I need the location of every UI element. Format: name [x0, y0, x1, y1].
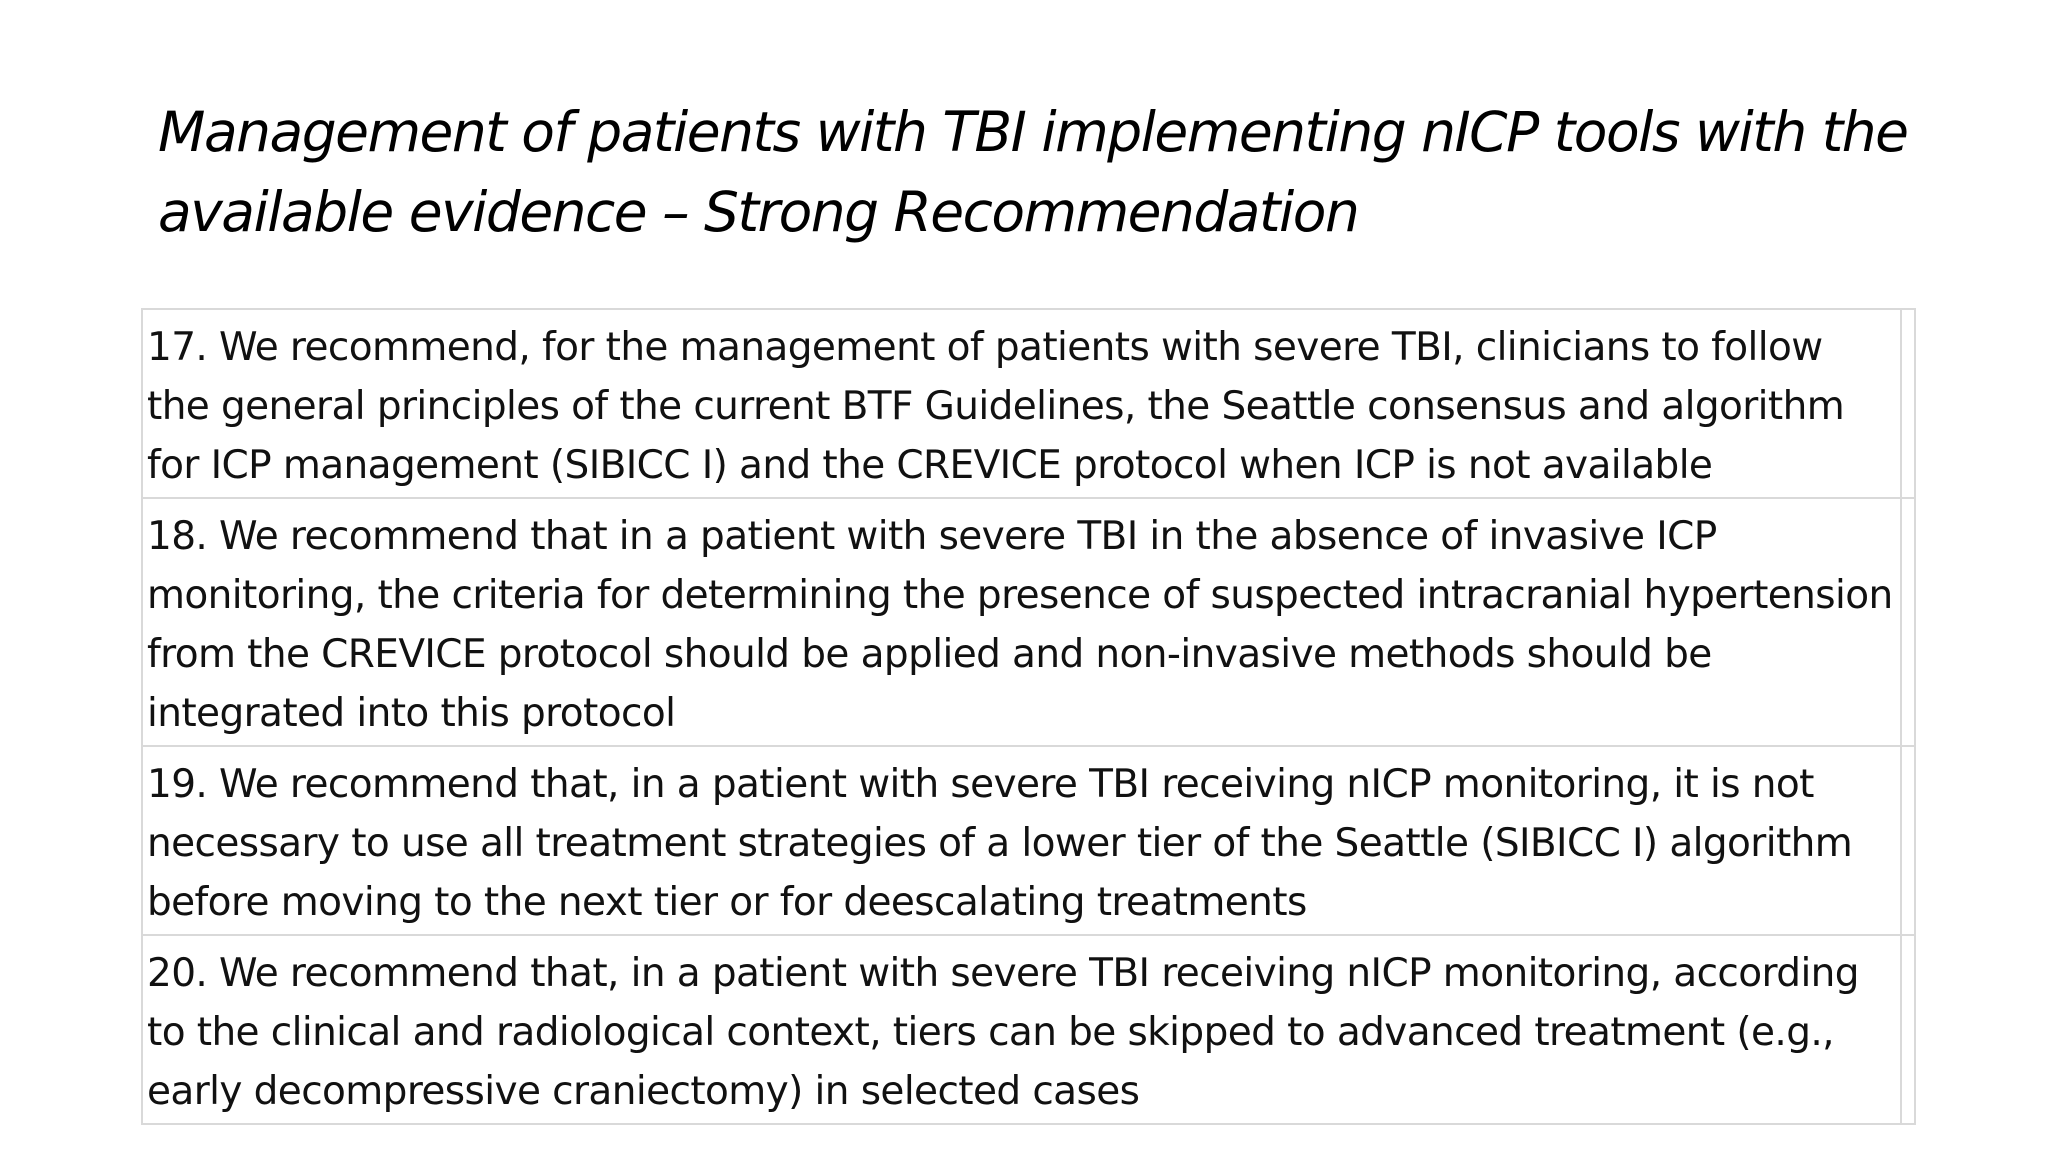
empty-cell [1901, 309, 1915, 498]
slide-title: Management of patients with TBI implementing nICP tools with the available evidence – Strong Recommendation [158, 100, 1908, 244]
recommendation-17: 17. We recommend, for the management of patients with severe TBI, clinicians to follow the general principles of the current BTF Guidelines, the Seattle consensus and algorithm for ICP management (SIBICC I) and the CREVICE protocol when ICP is not available [142, 309, 1901, 498]
recommendation-18: 18. We recommend that in a patient with severe TBI in the absence of invasive ICP monitoring, the criteria for determining the presence of suspected intracranial hypertension from the CREVICE protocol should be applied and non-invasive methods should be integrated into this protocol [142, 498, 1901, 746]
recommendation-20: 20. We recommend that, in a patient with severe TBI receiving nICP monitoring, according to the clinical and radiological context, tiers can be skipped to advanced treatment (e.g., early decompressive craniectomy) in selected cases [142, 935, 1901, 1124]
empty-cell [1901, 746, 1915, 935]
recommendation-19: 19. We recommend that, in a patient with severe TBI receiving nICP monitoring, it is not necessary to use all treatment strategies of a lower tier of the Seattle (SIBICC I) algorithm before moving to the next tier or for deescalating treatments [142, 746, 1901, 935]
table-row [142, 498, 1915, 746]
recommendations-table [141, 308, 1916, 1125]
table-row [142, 935, 1915, 1124]
table-row [142, 309, 1915, 498]
empty-cell [1901, 498, 1915, 746]
empty-cell [1901, 935, 1915, 1124]
table-row [142, 746, 1915, 935]
